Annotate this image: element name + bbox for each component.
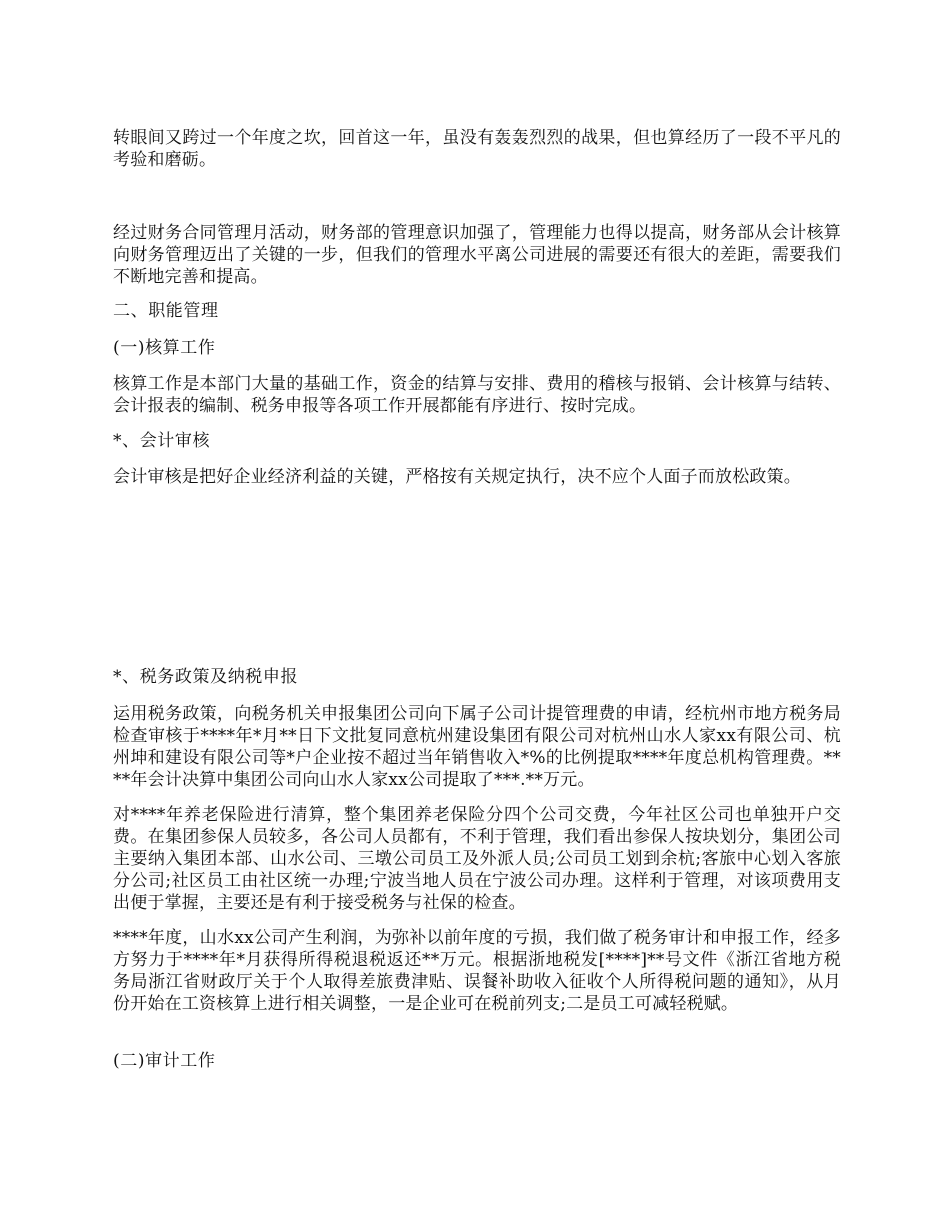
pension-insurance-paragraph: 对****年养老保险进行清算，整个集团养老保险分四个公司交费，今年社区公司也单独开户交费。在集团参保人员较多，各公司人员都有，不利于管理，我们看出参保人按块划分，集团公司主要纳入集团本部、山水公司、三墩公司员工及外派人员;公司员工划到余杭;客旅中心划入客旅分公司;社区员工由社区统一办理;宁波当地人员在宁波公司办理。这样利于管理，对该项费用支出便于掌握，主要还是有利于接受税务与社保的检查。	[113, 805, 841, 913]
tax-refund-paragraph: ****年度，山水xx公司产生利润，为弥补以前年度的亏损，我们做了税务审计和申报工作，经多方努力于****年*月获得所得税退税返还**万元。根据浙地税发[****]**号文件《浙江省地方税务局浙江省财政厅关于个人取得差旅费津贴、误餐补助收入征收个人所得税问题的通知》，从月份开始在工资核算上进行相关调整，一是企业可在税前列支;二是员工可减轻税赋。	[113, 928, 841, 1014]
item-heading-tax-policy: *、税务政策及纳税申报	[113, 667, 299, 687]
subsection-heading-accounting: (一)核算工作	[113, 338, 216, 358]
section-heading-functional-management: 二、职能管理	[113, 301, 219, 321]
intro-paragraph: 转眼间又跨过一个年度之坎，回首这一年，虽没有轰轰烈烈的战果，但也算经历了一段不平凡的考验和磨砺。	[113, 128, 841, 170]
accounting-paragraph: 核算工作是本部门大量的基础工作，资金的结算与安排、费用的稽核与报销、会计核算与结转、会计报表的编制、税务申报等各项工作开展都能有序进行、按时完成。	[113, 374, 841, 416]
finance-management-paragraph: 经过财务合同管理月活动，财务部的管理意识加强了，管理能力也得以提高，财务部从会计核算向财务管理迈出了关键的一步，但我们的管理水平离公司进展的需要还有很大的差距，需要我们不断地完善和提高。	[113, 223, 841, 287]
tax-policy-paragraph: 运用税务政策，向税务机关申报集团公司向下属子公司计提管理费的申请，经杭州市地方税务局检查审核于****年*月**日下文批复同意杭州建设集团有限公司对杭州山水人家xx有限公司、杭州坤和建设有限公司等*户企业按不超过当年销售收入*%的比例提取****年度总机构管理费。****年会计决算中集团公司向山水人家xx公司提取了***.**万元。	[113, 704, 841, 790]
accounting-audit-paragraph: 会计审核是把好企业经济利益的关键，严格按有关规定执行，决不应个人面子而放松政策。	[113, 467, 801, 487]
document-page	[113, 0, 841, 1230]
subsection-heading-audit: (二)审计工作	[113, 1051, 216, 1071]
item-heading-accounting-audit: *、会计审核	[113, 431, 211, 451]
